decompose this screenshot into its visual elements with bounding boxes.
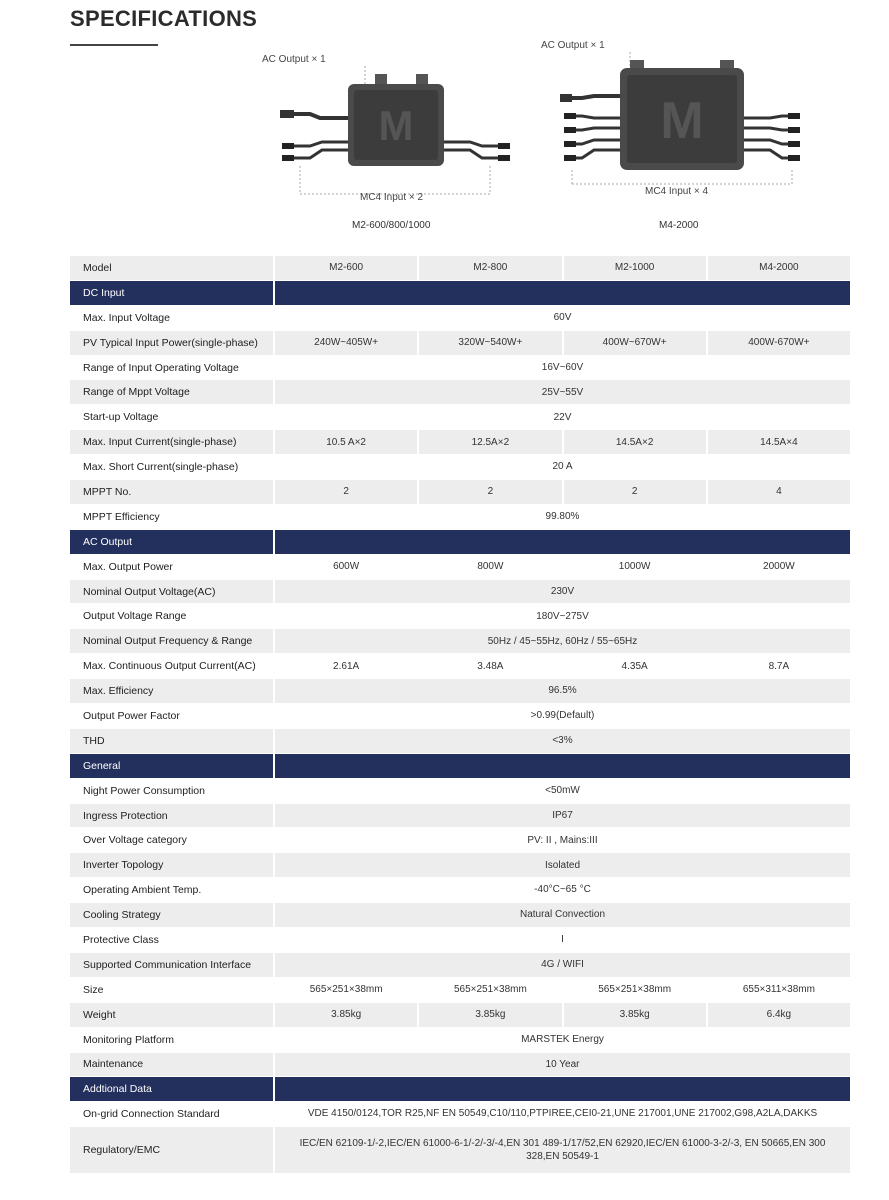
spec-row bbox=[70, 828, 850, 853]
spec-label: MPPT Efficiency bbox=[70, 505, 273, 529]
spec-value: 3.85kg bbox=[331, 1009, 362, 1021]
section-title: Addtional Data bbox=[70, 1077, 273, 1101]
header-values bbox=[275, 256, 850, 280]
spec-value: 230V bbox=[550, 585, 575, 597]
spec-value: 320W~540W+ bbox=[417, 331, 561, 355]
spec-value: 22V bbox=[553, 411, 572, 423]
spec-row bbox=[70, 306, 850, 331]
spec-label: Maintenance bbox=[70, 1053, 273, 1077]
spec-label: Nominal Output Frequency & Range bbox=[70, 629, 273, 653]
spec-value: Natural Convection bbox=[519, 909, 606, 921]
spec-row bbox=[70, 1127, 850, 1174]
spec-row bbox=[70, 654, 850, 679]
section-title: AC Output bbox=[70, 530, 273, 554]
section-title: DC Input bbox=[70, 281, 273, 305]
spec-value: 96.5% bbox=[548, 685, 577, 697]
spec-row bbox=[70, 1003, 850, 1028]
spec-value: 3.48A bbox=[417, 654, 561, 678]
spec-values bbox=[275, 1053, 850, 1077]
spec-label: Max. Output Power bbox=[70, 555, 273, 579]
spec-row bbox=[70, 505, 850, 530]
spec-values bbox=[275, 505, 850, 529]
spec-row bbox=[70, 629, 850, 654]
spec-label: Weight bbox=[70, 1003, 273, 1027]
spec-label: Range of Mppt Voltage bbox=[70, 380, 273, 404]
mc4-input-label: MC4 Input × 4 bbox=[645, 186, 709, 197]
spec-value: -40°C~65 °C bbox=[534, 884, 591, 896]
spec-values bbox=[275, 430, 850, 454]
spec-value: 16V~60V bbox=[541, 361, 584, 373]
spec-row bbox=[70, 878, 850, 903]
spec-values bbox=[275, 555, 850, 579]
spec-row bbox=[70, 679, 850, 704]
spec-value: 655×311×38mm bbox=[706, 978, 850, 1002]
spec-row bbox=[70, 903, 850, 928]
header-label: Model bbox=[70, 256, 273, 280]
spec-row bbox=[70, 729, 850, 754]
spec-value: 8.7A bbox=[706, 654, 850, 678]
spec-label: Size bbox=[70, 978, 273, 1002]
spec-value: 25V~55V bbox=[541, 386, 584, 398]
spec-label: Max. Short Current(single-phase) bbox=[70, 455, 273, 479]
spec-values bbox=[275, 953, 850, 977]
spec-row bbox=[70, 356, 850, 381]
spec-value: 2 bbox=[343, 486, 349, 498]
spec-value: 565×251×38mm bbox=[562, 978, 706, 1002]
spec-value: 4G / WIFI bbox=[541, 959, 584, 971]
spec-value: 2000W bbox=[706, 555, 850, 579]
header-model: M4-2000 bbox=[706, 256, 850, 280]
svg-text:M: M bbox=[660, 92, 704, 150]
spec-label: Monitoring Platform bbox=[70, 1028, 273, 1052]
product-image-m4 bbox=[541, 38, 795, 238]
spec-value: 10 Year bbox=[545, 1058, 580, 1070]
spec-values bbox=[275, 1003, 850, 1027]
title-underline bbox=[70, 44, 158, 46]
spec-label: Range of Input Operating Voltage bbox=[70, 356, 273, 380]
spec-value: 600W bbox=[333, 561, 360, 573]
ac-output-label: AC Output × 1 bbox=[541, 40, 605, 51]
section-header-row bbox=[70, 530, 850, 555]
spec-label: THD bbox=[70, 729, 273, 753]
spec-row bbox=[70, 853, 850, 878]
spec-value: IEC/EN 62109-1/-2,IEC/EN 61000-6-1/-2/-3/-4,EN 301 489-1/17/52,EN 62920,IEC/EN 61000-3-2/-3, EN 50665,EN 300 328,EN 50549-1 bbox=[299, 1137, 826, 1163]
spec-values bbox=[275, 729, 850, 753]
spec-label: Ingress Protection bbox=[70, 804, 273, 828]
svg-text:M: M bbox=[378, 102, 414, 149]
spec-value: 10.5 A×2 bbox=[326, 436, 366, 448]
spec-values bbox=[275, 331, 850, 355]
spec-label: Inverter Topology bbox=[70, 853, 273, 877]
spec-label: Max. Continuous Output Current(AC) bbox=[70, 654, 273, 678]
spec-row bbox=[70, 704, 850, 729]
spec-row bbox=[70, 928, 850, 953]
spec-value: 99.80% bbox=[545, 511, 580, 523]
spec-label: Output Power Factor bbox=[70, 704, 273, 728]
spec-row bbox=[70, 604, 850, 629]
spec-value: VDE 4150/0124,TOR R25,NF EN 50549,C10/110,PTPIREE,CEI0-21,UNE 217001,UNE 217002,G98,A2LA,DAKKS bbox=[307, 1108, 818, 1120]
spec-value: 565×251×38mm bbox=[309, 984, 383, 996]
spec-values bbox=[275, 878, 850, 902]
spec-value: 12.5A×2 bbox=[417, 430, 561, 454]
spec-value: 50Hz / 45~55Hz, 60Hz / 55~65Hz bbox=[487, 635, 638, 647]
spec-label: Max. Input Voltage bbox=[70, 306, 273, 330]
spec-values bbox=[275, 804, 850, 828]
spec-values bbox=[275, 629, 850, 653]
spec-value: 1000W bbox=[562, 555, 706, 579]
spec-value: I bbox=[561, 934, 564, 946]
spec-row bbox=[70, 405, 850, 430]
spec-row bbox=[70, 1053, 850, 1078]
product-image-m2 bbox=[262, 52, 470, 242]
spec-value: 14.5A×4 bbox=[706, 430, 850, 454]
spec-value: >0.99(Default) bbox=[530, 710, 595, 722]
spec-row bbox=[70, 1102, 850, 1127]
spec-value: 14.5A×2 bbox=[562, 430, 706, 454]
spec-row bbox=[70, 380, 850, 405]
spec-values bbox=[275, 1127, 850, 1173]
spec-value: 3.85kg bbox=[562, 1003, 706, 1027]
spec-value: 2 bbox=[417, 480, 561, 504]
spec-label: Max. Input Current(single-phase) bbox=[70, 430, 273, 454]
spec-value: IP67 bbox=[552, 809, 573, 821]
spec-row bbox=[70, 331, 850, 356]
section-bar bbox=[275, 754, 850, 778]
spec-value: MARSTEK Energy bbox=[521, 1033, 604, 1045]
spec-label: Max. Efficiency bbox=[70, 679, 273, 703]
specifications-table bbox=[70, 256, 850, 1174]
spec-label: Start-up Voltage bbox=[70, 405, 273, 429]
spec-row bbox=[70, 978, 850, 1003]
section-header-row bbox=[70, 1077, 850, 1102]
spec-value: 180V~275V bbox=[536, 610, 589, 622]
spec-values bbox=[275, 828, 850, 852]
spec-values bbox=[275, 1102, 850, 1126]
model-label: M4-2000 bbox=[659, 220, 699, 231]
spec-values bbox=[275, 779, 850, 803]
spec-row bbox=[70, 555, 850, 580]
spec-values bbox=[275, 405, 850, 429]
table-header-row bbox=[70, 256, 850, 281]
spec-value: 2 bbox=[562, 480, 706, 504]
spec-value: PV: II , Mains:III bbox=[527, 834, 598, 846]
spec-values bbox=[275, 978, 850, 1002]
spec-row bbox=[70, 455, 850, 480]
spec-value: 4 bbox=[706, 480, 850, 504]
spec-values bbox=[275, 380, 850, 404]
ac-output-label: AC Output × 1 bbox=[262, 54, 326, 65]
page-title: SPECIFICATIONS bbox=[70, 6, 258, 31]
spec-values bbox=[275, 480, 850, 504]
spec-values bbox=[275, 306, 850, 330]
section-bar bbox=[275, 1077, 850, 1101]
spec-row bbox=[70, 580, 850, 605]
spec-values bbox=[275, 853, 850, 877]
header-model: M2-600 bbox=[329, 262, 364, 274]
spec-label: MPPT No. bbox=[70, 480, 273, 504]
spec-value: 4.35A bbox=[562, 654, 706, 678]
spec-value: 60V bbox=[553, 311, 572, 323]
section-title: General bbox=[70, 754, 273, 778]
spec-value: 2.61A bbox=[333, 660, 360, 672]
spec-values bbox=[275, 455, 850, 479]
spec-label: Regulatory/EMC bbox=[70, 1127, 273, 1173]
spec-value: 800W bbox=[417, 555, 561, 579]
spec-value: <50mW bbox=[545, 784, 580, 796]
spec-label: On-grid Connection Standard bbox=[70, 1102, 273, 1126]
section-header-row bbox=[70, 281, 850, 306]
spec-row bbox=[70, 1028, 850, 1053]
section-header-row bbox=[70, 754, 850, 779]
spec-label: Output Voltage Range bbox=[70, 604, 273, 628]
spec-label: Nominal Output Voltage(AC) bbox=[70, 580, 273, 604]
spec-value: 400W~670W+ bbox=[562, 331, 706, 355]
spec-row bbox=[70, 779, 850, 804]
spec-values bbox=[275, 356, 850, 380]
spec-label: Night Power Consumption bbox=[70, 779, 273, 803]
spec-values bbox=[275, 580, 850, 604]
spec-value: 240W~405W+ bbox=[314, 337, 379, 349]
spec-label: PV Typical Input Power(single-phase) bbox=[70, 331, 273, 355]
spec-row bbox=[70, 804, 850, 829]
model-label: M2-600/800/1000 bbox=[352, 220, 431, 231]
spec-row bbox=[70, 430, 850, 455]
spec-value: <3% bbox=[552, 735, 573, 747]
spec-label: Protective Class bbox=[70, 928, 273, 952]
section-bar bbox=[275, 530, 850, 554]
header-model: M2-800 bbox=[417, 256, 561, 280]
spec-values bbox=[275, 903, 850, 927]
spec-label: Operating Ambient Temp. bbox=[70, 878, 273, 902]
spec-label: Supported Communication Interface bbox=[70, 953, 273, 977]
spec-values bbox=[275, 654, 850, 678]
mc4-input-label: MC4 Input × 2 bbox=[360, 192, 424, 203]
spec-label: Cooling Strategy bbox=[70, 903, 273, 927]
spec-value: 20 A bbox=[552, 461, 573, 473]
spec-value: Isolated bbox=[544, 859, 581, 871]
spec-value: 565×251×38mm bbox=[417, 978, 561, 1002]
spec-values bbox=[275, 604, 850, 628]
spec-values bbox=[275, 704, 850, 728]
spec-values bbox=[275, 928, 850, 952]
spec-value: 3.85kg bbox=[417, 1003, 561, 1027]
spec-values bbox=[275, 1028, 850, 1052]
header-model: M2-1000 bbox=[562, 256, 706, 280]
spec-value: 400W-670W+ bbox=[706, 331, 850, 355]
spec-row bbox=[70, 480, 850, 505]
section-bar bbox=[275, 281, 850, 305]
spec-label: Over Voltage category bbox=[70, 828, 273, 852]
spec-row bbox=[70, 953, 850, 978]
spec-value: 6.4kg bbox=[706, 1003, 850, 1027]
spec-values bbox=[275, 679, 850, 703]
